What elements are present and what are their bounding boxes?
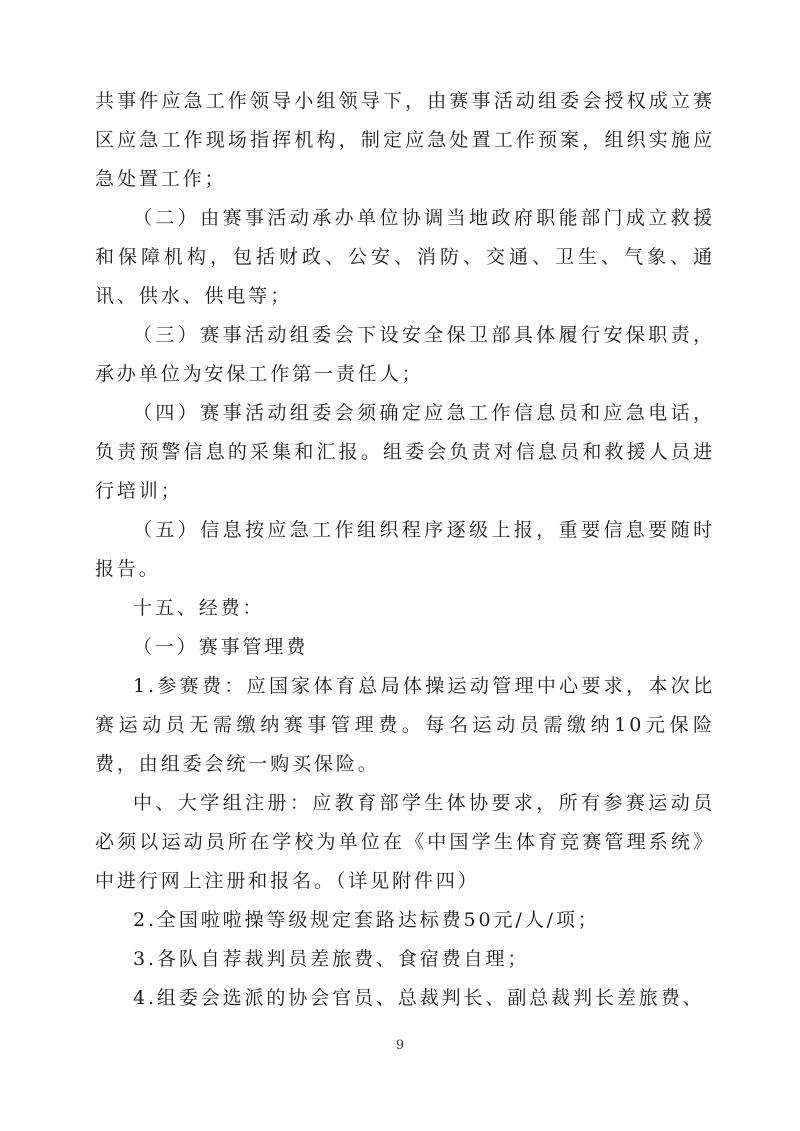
subheading-event-management-fee: （一）赛事管理费 xyxy=(133,636,309,658)
paragraph-university-registration: 中、大学组注册：应教育部学生体协要求，所有参赛运动员必须以运动员所在学校为单位在《中国学生体育竞赛管理系统》中进行网上注册和报名。（详见附件四） xyxy=(95,792,715,892)
paragraph-item-2-rescue-support: （二）由赛事活动承办单位协调当地政府职能部门成立救援和保障机构，包括财政、公安、消防、交通、卫生、气象、通讯、供水、供电等； xyxy=(95,207,715,307)
document-body xyxy=(95,82,715,1018)
paragraph-item-5-reporting: （五）信息按应急工作组织程序逐级上报，重要信息要随时报告。 xyxy=(95,519,715,580)
page-number: 9 xyxy=(395,1038,405,1053)
paragraph-fee-4-officials: 4.组委会选派的协会官员、总裁判长、副总裁判长差旅费、 xyxy=(133,987,705,1009)
section-heading-funding: 十五、经费： xyxy=(133,597,265,619)
paragraph-fee-1-entry: 1.参赛费：应国家体育总局体操运动管理中心要求，本次比赛运动员无需缴纳赛事管理费。每名运动员需缴纳10元保险费，由组委会统一购买保险。 xyxy=(95,675,715,775)
paragraph-item-3-security: （三）赛事活动组委会下设安全保卫部具体履行安保职责，承办单位为安保工作第一责任人； xyxy=(95,324,715,385)
paragraph-fee-3-judges: 3.各队自荐裁判员差旅费、食宿费自理； xyxy=(133,948,530,970)
paragraph-item-4-info-officer: （四）赛事活动组委会须确定应急工作信息员和应急电话，负责预警信息的采集和汇报。组委会负责对信息员和救援人员进行培训； xyxy=(95,402,715,502)
paragraph-fee-2-standard-routine: 2.全国啦啦操等级规定套路达标费50元/人/项； xyxy=(133,909,600,931)
paragraph-continued-emergency-command: 共事件应急工作领导小组领导下，由赛事活动组委会授权成立赛区应急工作现场指挥机构，制定应急处置工作预案，组织实施应急处置工作； xyxy=(95,90,715,190)
